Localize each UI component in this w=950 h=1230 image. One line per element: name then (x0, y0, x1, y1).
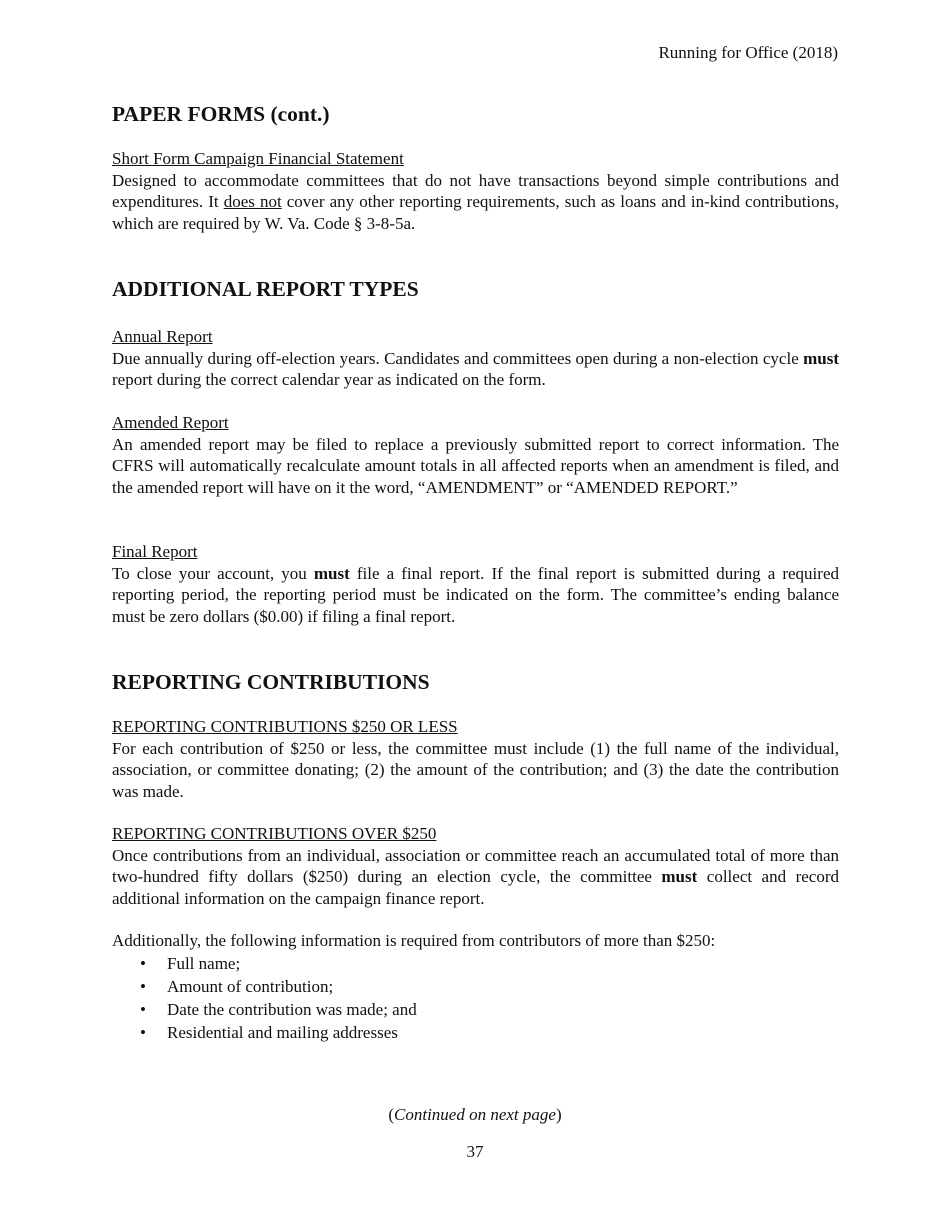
list-item: • Date the contribution was made; and (112, 998, 839, 1021)
list-item: • Residential and mailing addresses (112, 1021, 839, 1044)
final-report-block (112, 541, 839, 627)
list-item: • Amount of contribution; (112, 975, 839, 998)
running-header: Running for Office (2018) (658, 43, 838, 62)
text-run: Due annually during off-election years. Candidates and committees open during a non-election cycle (112, 348, 804, 368)
text-run: Designed to accommodate committees that do not have transactions beyond simple contributions and expenditures. It (112, 170, 839, 211)
bold-text: must (313, 563, 350, 583)
annual-report-block (112, 326, 839, 391)
continued-note (0, 1105, 950, 1125)
short-form-paragraph (112, 170, 839, 235)
additional-info-intro: Additionally, the following information is required from contributors of more than $250: (112, 931, 716, 950)
bold-text: must (661, 867, 698, 886)
annual-report-paragraph (112, 348, 839, 391)
continued-text: Continued on next page (394, 1105, 556, 1124)
subheading-contributions-250-or-less: REPORTING CONTRIBUTIONS $250 OR LESS (112, 717, 458, 736)
text-run: cover any other reporting requirements, such as loans and in-kind contributions, which are required by W. Va. Code § 3-8-5a. (112, 192, 840, 233)
required-info-list (112, 952, 839, 1044)
paren-close: ) (555, 1105, 562, 1124)
bold-text: must (803, 348, 839, 368)
paren-open: ( (388, 1105, 395, 1124)
final-report-paragraph (112, 563, 839, 628)
text-run: report during the correct calendar year as indicated on the form. (112, 370, 546, 389)
small-contributions-block (112, 716, 839, 802)
subheading-contributions-over-250: REPORTING CONTRIBUTIONS OVER $250 (112, 824, 437, 843)
large-contributions-paragraph (112, 845, 839, 910)
section-heading-additional-report-types: ADDITIONAL REPORT TYPES (112, 277, 419, 301)
subheading-annual-report: Annual Report (112, 327, 213, 346)
page-number: 37 (466, 1142, 484, 1161)
small-contributions-paragraph: For each contribution of $250 or less, the committee must include (1) the full name of the individual, association, or committee donating; (2) the amount of the contribution; and (3) the date the contribution was made. (112, 738, 839, 801)
list-item: • Full name; (112, 952, 839, 975)
short-form-block (112, 148, 839, 234)
text-run: Once contributions from an individual, association or committee reach an accumulated total of more than two-hundred fifty dollars ($250) during an election cycle, the committee (112, 845, 839, 886)
subheading-short-form: Short Form Campaign Financial Statement (112, 149, 404, 168)
large-contributions-block (112, 823, 839, 909)
section-heading-paper-forms: PAPER FORMS (cont.) (112, 102, 330, 126)
subheading-final-report: Final Report (112, 542, 198, 561)
underlined-text: does not (223, 192, 282, 211)
subheading-amended-report: Amended Report (112, 413, 229, 432)
text-run: collect and record additional information on the campaign finance report. (112, 867, 839, 908)
amended-report-block (112, 412, 839, 498)
amended-report-paragraph: An amended report may be filed to replace a previously submitted report to correct information. The CFRS will automatically recalculate amount totals in all affected reports when an amendment is filed, and the amended report will have on it the word, “AMENDMENT” or “AMENDED REPORT.” (112, 434, 839, 497)
text-run: To close your account, you (112, 563, 314, 583)
section-heading-reporting-contributions: REPORTING CONTRIBUTIONS (112, 670, 430, 694)
text-run: file a final report. If the final report is submitted during a required reporting period, the reporting period must be indicated on the form. The committee’s ending balance must be zero dollars ($0.00) if filing a final report. (112, 563, 839, 626)
